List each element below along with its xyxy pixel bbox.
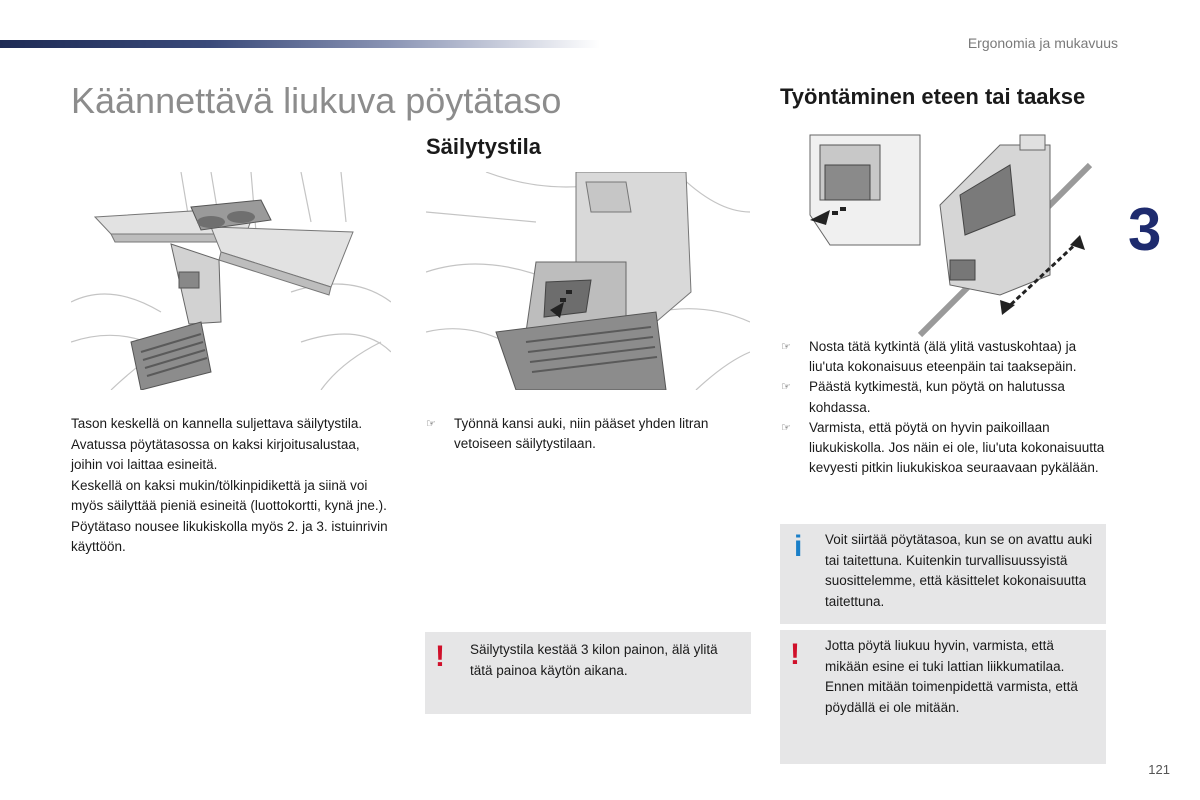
step-text: Nosta tätä kytkintä (älä ylitä vastuskohtaa) ja liu'uta kokonaisuus eteenpäin tai taaksepäin. (809, 339, 1077, 375)
storage-steps (426, 414, 756, 454)
warning-box-storage (425, 632, 751, 714)
list-item (781, 418, 1106, 479)
step-text: Varmista, että pöytä on hyvin paikoillaan liukukiskolla. Jos näin ei ole, liu'uta kokonaisuutta kevyesti pitkin liukukiskoa seuraavaan pykälään. (809, 419, 1105, 476)
list-item (781, 337, 1106, 377)
intro-line-1: Tason keskellä on kannella suljettava säilytystila. Avatussa pöytätasossa on kaksi kirjoitusalustaa, joihin voi laittaa esineitä. (71, 416, 363, 472)
heading-storage: Säilytystila (426, 134, 541, 159)
slide-steps (781, 337, 1106, 478)
hand-pointer-icon: ☞ (781, 421, 791, 434)
hand-pointer-icon: ☞ (781, 341, 791, 353)
hand-pointer-icon: ☞ (426, 418, 436, 430)
header-bar (0, 40, 600, 48)
info-icon: i (794, 530, 803, 563)
section-name: Ergonomia ja mukavuus (967, 35, 1118, 51)
figure-storage (426, 172, 750, 390)
step-text: Päästä kytkimestä, kun pöytä on halutussa kohdassa. (809, 379, 1065, 415)
step-text: Työnnä kansi auki, niin pääset yhden litran vetoiseen säilytystilaan. (454, 416, 709, 452)
warning-box-slide (780, 630, 1106, 764)
hand-pointer-icon: ☞ (781, 381, 791, 394)
info-text: Voit siirtää pöytätasoa, kun se on avattu auki tai taitettuna. Kuitenkin turvallisuussyistä suosittelemme, että käsittelet kokonaisuutta taitettuna. (825, 532, 1093, 609)
exclamation-icon: ! (790, 638, 800, 671)
info-box (780, 524, 1106, 624)
exclamation-icon: ! (435, 640, 445, 673)
heading-slide: Työntäminen eteen tai taakse (780, 84, 1086, 109)
intro-line-3: Pöytätaso nousee likukiskolla myös 2. ja 3. istuinrivin käyttöön. (71, 518, 388, 554)
chapter-number: 3 (1128, 196, 1162, 263)
figure-table-open (71, 172, 391, 390)
list-item (781, 377, 1106, 417)
warning-text: Säilytystila kestää 3 kilon painon, älä ylitä tätä painoa käytön aikana. (470, 642, 718, 678)
page-title: Käännettävä liukuva pöytätaso (71, 80, 562, 121)
warning-text: Jotta pöytä liukuu hyvin, varmista, että mikään esine ei tuki lattian liikkumatilaa. Ennen mitään toimenpidettä varmista, että pöydällä ei ole mitään. (825, 638, 1078, 715)
figure-slide (780, 125, 1105, 340)
page-number: 121 (1148, 762, 1170, 777)
list-item (426, 414, 756, 454)
intro-paragraph (71, 414, 391, 558)
intro-line-2: Keskellä on kaksi mukin/tölkinpidikettä ja siinä voi myös säilyttää pieniä esineitä (luottokortti, kynä jne.). (71, 477, 387, 513)
